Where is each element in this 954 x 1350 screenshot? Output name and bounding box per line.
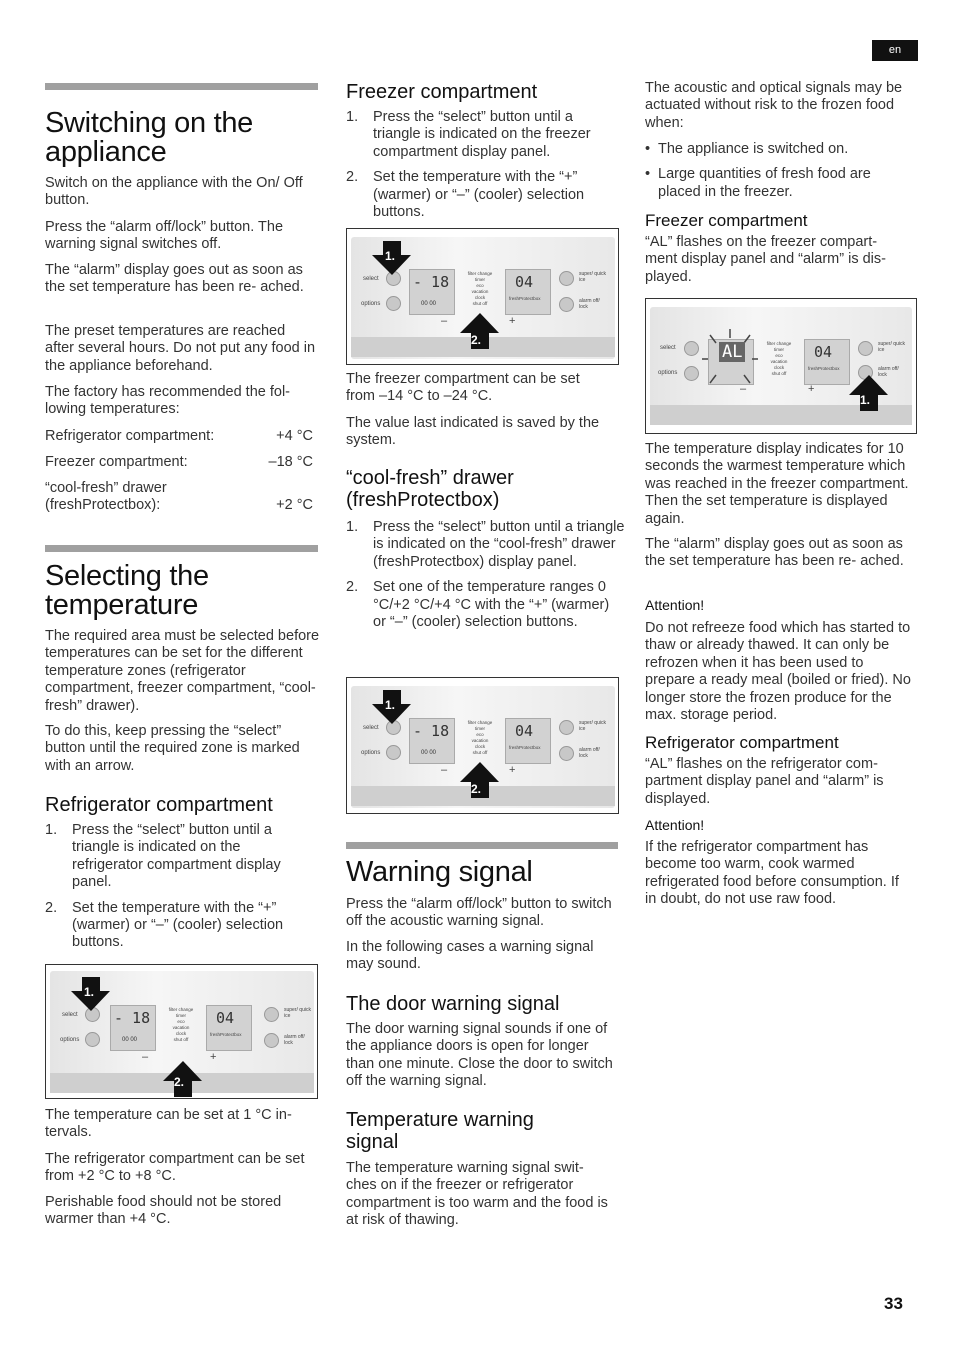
minus-button[interactable]: –	[142, 1051, 149, 1063]
step-1-label: 1.	[860, 393, 871, 407]
plus-button[interactable]: +	[509, 764, 516, 776]
paragraph: The refrigerator compartment can be set from +2 °C to +8 °C.	[45, 1151, 305, 1185]
list-item: 2. Set the temperature with the “+” (warmer) or “–” (cooler) selection buttons.	[45, 899, 284, 951]
list-item: 1. Press the “select” button until a triangle is indicated on the freezer compartment display panel.	[346, 109, 591, 160]
minus-button[interactable]: –	[441, 764, 448, 776]
steps-refrigerator	[45, 822, 315, 952]
mode-list: filter change timer eco vacation clock shut off	[467, 271, 493, 306]
freezer-time: 00 00	[122, 1037, 138, 1043]
step-2-label: 2.	[174, 1075, 185, 1089]
step-1-label: 1.	[84, 985, 95, 999]
plus-button[interactable]: +	[808, 383, 815, 395]
alarm-label: alarm off/ lock	[878, 366, 899, 378]
options-label: options	[361, 750, 381, 756]
options-button[interactable]	[85, 1032, 100, 1047]
minus-button[interactable]: –	[441, 315, 448, 327]
alarm-button[interactable]	[559, 297, 574, 312]
super-button[interactable]	[858, 341, 873, 356]
subheading-door-warning: The door warning signal	[346, 993, 560, 1015]
list-item: 1. Press the “select” button until a triangle is indicated on the refrigerator compartment display panel.	[45, 822, 281, 891]
subheading-refrigerator: Refrigerator compartment	[45, 794, 273, 816]
paragraph: The temperature warning signal swit- ches on if the freezer or refrigerator compartment is too warm and the food is at risk of thawing.	[346, 1160, 608, 1229]
coolfresh-temp: 04	[814, 343, 833, 361]
control-panel-figure	[346, 677, 619, 814]
options-button[interactable]	[684, 366, 699, 381]
mode-list: filter change timer eco vacation clock shut off	[766, 341, 792, 376]
list-item: 1. Press the “select” button until a triangle is indicated on the “cool-fresh” drawer (freshProtectbox) display panel.	[346, 519, 625, 570]
temp-value: +2 °C	[276, 497, 313, 514]
options-label: options	[658, 370, 678, 376]
list-item: • Large quantities of fresh food are placed in the freezer.	[645, 166, 871, 200]
subheading-temperature-warning: Temperature warning signal	[346, 1109, 534, 1153]
alarm-temp: AL	[719, 342, 745, 362]
paragraph: The “alarm” display goes out as soon as the set temperature has been re- ached.	[645, 536, 904, 570]
attention-label: Attention!	[645, 817, 705, 833]
paragraph: To do this, keep pressing the “select” button until the required zone is marked with an arrow.	[45, 723, 300, 774]
paragraph: Switch on the appliance with the On/ Off button.	[45, 175, 303, 209]
paragraph: The door warning signal sounds if one of the appliance doors is open for longer than one minute. Close the door to switch off the warning signal.	[346, 1021, 613, 1090]
steps-freezer	[346, 109, 622, 221]
freezer-temp: - 18	[413, 273, 450, 291]
step-1-label: 1.	[385, 249, 396, 263]
coolfresh-sub: freshProtectbox	[509, 745, 541, 750]
control-panel-figure-alarm	[645, 298, 917, 434]
freezer-temp: - 18	[114, 1009, 151, 1027]
section-rule	[346, 842, 618, 849]
paragraph: Press the “alarm off/lock” button. The warning signal switches off.	[45, 219, 284, 253]
super-label: super/ quick ice	[579, 720, 606, 732]
temp-row-refrigerator	[45, 428, 313, 445]
page-number: 33	[884, 1294, 903, 1313]
options-button[interactable]	[386, 296, 401, 311]
alarm-label: alarm off/ lock	[284, 1034, 305, 1046]
super-label: super/ quick ice	[579, 271, 606, 283]
freezer-time: 00 00	[421, 750, 437, 756]
select-label: select	[62, 1012, 78, 1018]
heading-warning-signal: Warning signal	[346, 856, 533, 888]
paragraph: In the following cases a warning signal may sound.	[346, 939, 594, 973]
options-label: options	[60, 1037, 80, 1043]
paragraph: Perishable food should not be stored warmer than +4 °C.	[45, 1194, 282, 1228]
heading-switching-on: Switching on the appliance	[45, 107, 253, 168]
temp-row-freezer	[45, 454, 313, 471]
plus-button[interactable]: +	[210, 1051, 217, 1063]
step-2-label: 2.	[471, 782, 482, 796]
coolfresh-sub: freshProtectbox	[808, 366, 840, 371]
super-button[interactable]	[264, 1007, 279, 1022]
bullet-list	[645, 141, 915, 201]
language-badge: en	[872, 40, 918, 61]
paragraph: The temperature can be set at 1 °C in- tervals.	[45, 1107, 292, 1141]
select-label: select	[660, 345, 676, 351]
temp-label: Refrigerator compartment:	[45, 428, 215, 444]
alarm-label: alarm off/ lock	[579, 747, 600, 759]
paragraph: “AL” flashes on the freezer compart- ment display panel and “alarm” is dis- played.	[645, 234, 886, 285]
list-item: • The appliance is switched on.	[645, 141, 849, 157]
paragraph: The acoustic and optical signals may be actuated without risk to the frozen food when:	[645, 80, 903, 131]
subheading-coolfresh: “cool-fresh” drawer (freshProtectbox)	[346, 467, 514, 511]
paragraph: The value last indicated is saved by the system.	[346, 415, 600, 449]
paragraph: The preset temperatures are reached after several hours. Do not put any food in the appliance beforehand.	[45, 323, 316, 374]
super-button[interactable]	[559, 271, 574, 286]
step-2-label: 2.	[471, 333, 482, 347]
attention-label: Attention!	[645, 597, 705, 613]
super-label: super/ quick ice	[878, 341, 905, 353]
subheading-freezer: Freezer compartment	[645, 211, 808, 230]
alarm-button[interactable]	[559, 746, 574, 761]
control-panel-figure	[45, 964, 318, 1099]
coolfresh-temp: 04	[515, 722, 534, 740]
select-button[interactable]	[684, 341, 699, 356]
freezer-temp: - 18	[413, 722, 450, 740]
temp-value: –18 °C	[268, 454, 313, 470]
paragraph: Press the “alarm off/lock” button to switch off the acoustic warning signal.	[346, 896, 612, 930]
control-panel-figure	[346, 228, 619, 365]
step-1-label: 1.	[385, 698, 396, 712]
alarm-button[interactable]	[264, 1033, 279, 1048]
minus-button[interactable]: –	[740, 383, 747, 395]
mode-list: filter change timer eco vacation clock shut off	[467, 720, 493, 755]
coolfresh-sub: freshProtectbox	[210, 1032, 242, 1037]
freezer-time: 00 00	[421, 301, 437, 307]
paragraph: The freezer compartment can be set from –14 °C to –24 °C.	[346, 371, 580, 405]
plus-button[interactable]: +	[509, 315, 516, 327]
options-label: options	[361, 301, 381, 307]
paragraph: The temperature display indicates for 10 seconds the warmest temperature which was reached in the freezer compartment. Then the set temperature is displayed again.	[645, 441, 909, 527]
paragraph: The “alarm” display goes out as soon as the set temperature has been re- ached.	[45, 262, 304, 296]
coolfresh-sub: freshProtectbox	[509, 296, 541, 301]
coolfresh-temp: 04	[515, 273, 534, 291]
mode-list: filter change timer eco vacation clock shut off	[168, 1007, 194, 1042]
temp-value: +4 °C	[276, 428, 313, 444]
subheading-refrigerator: Refrigerator compartment	[645, 733, 839, 752]
temp-row-coolfresh	[45, 480, 313, 515]
select-label: select	[363, 276, 379, 282]
select-label: select	[363, 725, 379, 731]
temp-label: Freezer compartment:	[45, 454, 188, 470]
list-item: 2. Set the temperature with the “+” (warmer) or “–” (cooler) selection buttons.	[346, 169, 585, 221]
list-item: 2. Set one of the temperature ranges 0 °C/+2 °C/+4 °C with the “+” (warmer) or “–” (cooler) selection buttons.	[346, 579, 610, 631]
paragraph: The factory has recommended the fol- lowing temperatures:	[45, 384, 291, 418]
paragraph: The required area must be selected before temperatures can be set for the different temperature zones (refrigerator compartment, freezer compartment, “cool-fresh” drawer).	[45, 628, 320, 714]
coolfresh-temp: 04	[216, 1009, 235, 1027]
section-rule	[45, 545, 318, 552]
subheading-freezer: Freezer compartment	[346, 81, 538, 103]
steps-coolfresh	[346, 519, 626, 631]
paragraph: “AL” flashes on the refrigerator com- partment display panel and “alarm” is displayed.	[645, 756, 884, 807]
paragraph: If the refrigerator compartment has become too warm, cook warmed refrigerated food before consumption. If in doubt, do not use raw food.	[645, 839, 899, 908]
super-label: super/ quick ice	[284, 1007, 311, 1019]
temp-label: “cool-fresh” drawer (freshProtectbox):	[45, 480, 167, 514]
super-button[interactable]	[559, 720, 574, 735]
options-button[interactable]	[386, 745, 401, 760]
alarm-label: alarm off/ lock	[579, 298, 600, 310]
heading-selecting-temperature: Selecting the temperature	[45, 560, 209, 621]
paragraph: Do not refreeze food which has started to thaw or already thawed. It can only be refrozen when it has been used to prepare a ready meal (boiled or fried). No longer store the frozen produce for the max. storage period.	[645, 620, 911, 724]
section-rule	[45, 83, 318, 90]
